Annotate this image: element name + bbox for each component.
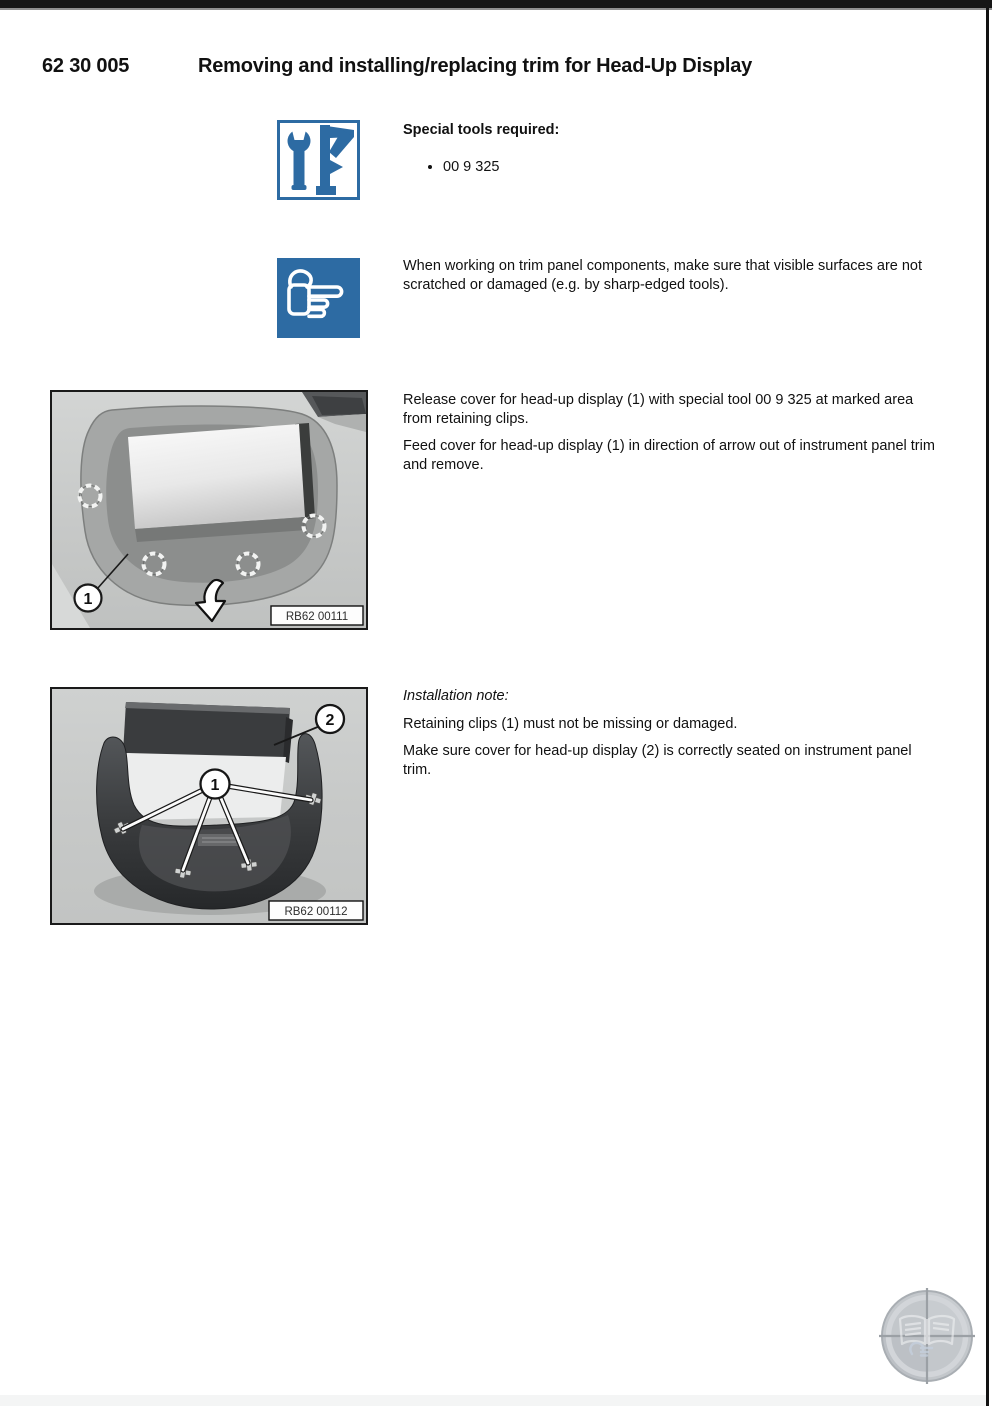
special-tools-list: [403, 158, 938, 177]
installation-note-section: [403, 686, 937, 788]
instruction-paragraph: Release cover for head-up display (1) with special tool 00 9 325 at marked area from retaining clips.: [403, 392, 914, 427]
figure-hud-trim-front: [50, 390, 368, 630]
document-header: [42, 55, 952, 78]
page-top-border: [0, 0, 992, 8]
page-bottom-edge: [0, 1395, 986, 1406]
instruction-paragraph: Retaining clips (1) must not be missing or damaged.: [403, 716, 738, 732]
instruction-paragraph: Make sure cover for head-up display (2) is correctly seated on instrument panel trim.: [403, 743, 912, 778]
callout-1-number: 1: [83, 591, 93, 608]
figure-reference-label: RB62 00112: [284, 906, 348, 918]
special-tools-heading: Special tools required:: [403, 122, 560, 138]
caution-note-text: When working on trim panel components, make sure that visible surfaces are not scratched or damaged (e.g. by sharp-edged tools).: [403, 258, 923, 293]
figure-hud-trim-back: [50, 687, 368, 925]
pointing-hand-icon: [277, 258, 360, 338]
manual-book-watermark-icon: [879, 1288, 975, 1384]
page-title: Removing and installing/replacing trim for Head-Up Display: [198, 55, 753, 77]
page-right-border: [986, 8, 989, 1406]
callout-2-number: 2: [325, 712, 335, 729]
caution-note: [403, 257, 938, 303]
figure-reference-label: RB62 00111: [285, 611, 349, 623]
removal-instructions: [403, 391, 937, 483]
instruction-paragraph: Feed cover for head-up display (1) in direction of arrow out of instrument panel trim and remove.: [403, 438, 935, 473]
hud-display-window: [128, 424, 305, 529]
page-top-border-shadow: [0, 8, 992, 10]
special-tools-section: [403, 121, 938, 177]
special-tool-item: • 00 9 325: [443, 158, 938, 177]
caliper-wrench-icon: [277, 120, 360, 200]
installation-note-heading: Installation note:: [403, 688, 509, 704]
procedure-number: 62 30 005: [42, 55, 130, 77]
callout-1-number: 1: [210, 777, 220, 794]
